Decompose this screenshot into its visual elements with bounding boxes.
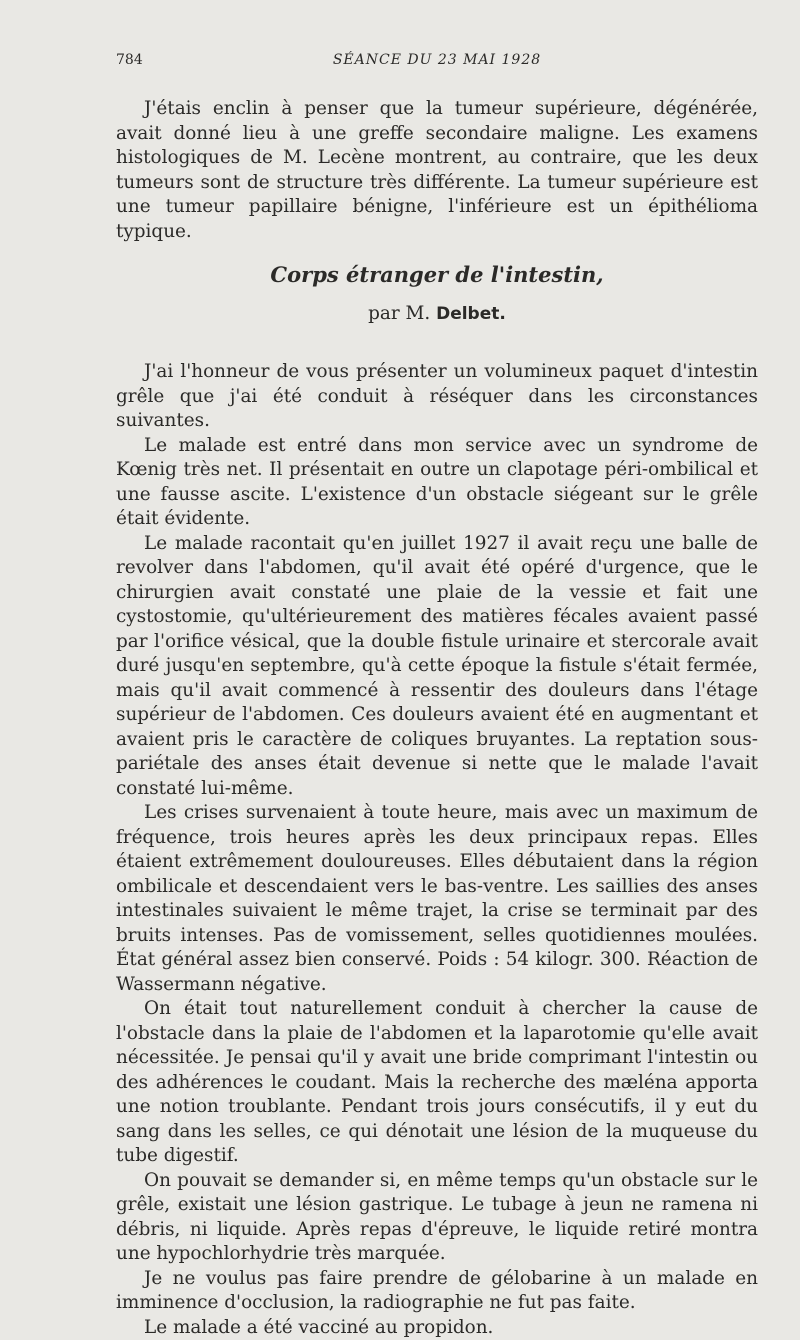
paragraph: Le malade est entré dans mon service avec un syndrome de Kœnig très net. Il présentait en outre un clapotage péri-ombilical et une fausse ascite. L'existence d'un obstacle siégeant sur le grêle était évidente.: [116, 434, 758, 532]
paragraph: J'ai l'honneur de vous présenter un volumineux paquet d'intestin grêle que j'ai été conduit à réséquer dans les circonstances suivantes.: [116, 360, 758, 434]
paragraph: On était tout naturellement conduit à chercher la cause de l'obstacle dans la plaie de l'abdomen et la laparotomie qu'elle avait nécessitée. Je pensai qu'il y avait une bride comprimant l'intestin ou des adhérences le coudant. Mais la recherche des mæléna apporta une notion troublante. Pendant trois jours consécutifs, il y eut du sang dans les selles, ce qui dénotait une lésion de la muqueuse du tube digestif.: [116, 997, 758, 1169]
paragraph: Les crises survenaient à toute heure, mais avec un maximum de fréquence, trois heures après les deux principaux repas. Elles étaient extrêmement douloureuses. Elles débutaient dans la région ombilicale et descendaient vers le bas-ventre. Les saillies des anses intestinales suivaient le même trajet, la crise se terminait par des bruits intenses. Pas de vomissement, selles quotidiennes moulées. État général assez bien conservé. Poids : 54 kilogr. 300. Réaction de Wassermann négative.: [116, 801, 758, 997]
paragraph: Le malade a été vacciné au propidon.: [116, 1316, 758, 1340]
running-title: SÉANCE DU 23 MAI 1928: [116, 52, 758, 68]
paragraph: Le malade racontait qu'en juillet 1927 il avait reçu une balle de revolver dans l'abdomen, qu'il avait été opéré d'urgence, que le chirurgien avait constaté une plaie de la vessie et fait une cystostomie, qu'ultérieurement des matières fécales avaient passé par l'orifice vésical, que la double fistule urinaire et stercorale avait duré jusqu'en septembre, qu'à cette époque la fistule s'était fermée, mais qu'il avait commencé à ressentir des douleurs dans l'étage supérieur de l'abdomen. Ces douleurs avaient été en augmentant et avaient pris le caractère de coliques bruyantes. La reptation sous-pariétale des anses était devenue si nette que le malade l'avait constaté lui-même.: [116, 532, 758, 802]
paragraph: Je ne voulus pas faire prendre de gélobarine à un malade en imminence d'occlusion, la radiographie ne fut pas faite.: [116, 1267, 758, 1316]
paragraph: On pouvait se demander si, en même temps qu'un obstacle sur le grêle, existait une lésion gastrique. Le tubage à jeun ne ramena ni débris, ni liquide. Après repas d'épreuve, le liquide retiré montra une hypochlorhydrie très marquée.: [116, 1169, 758, 1267]
byline: [116, 303, 758, 324]
intro-section: [116, 97, 758, 244]
intro-paragraph: J'étais enclin à penser que la tumeur supérieure, dégénérée, avait donné lieu à une greffe secondaire maligne. Les examens histologiques de M. Lecène montrent, au contraire, que les deux tumeurs sont de structure très différente. La tumeur supérieure est une tumeur papillaire bénigne, l'inférieure est un épithélioma typique.: [116, 97, 758, 244]
author-name: Delbet.: [436, 304, 506, 324]
article-body: [116, 360, 758, 1340]
byline-prefix: par M.: [368, 303, 430, 324]
article-title: Corps étranger de l'intestin,: [116, 262, 758, 287]
page-number: 784: [116, 52, 143, 68]
running-head: [116, 52, 758, 76]
